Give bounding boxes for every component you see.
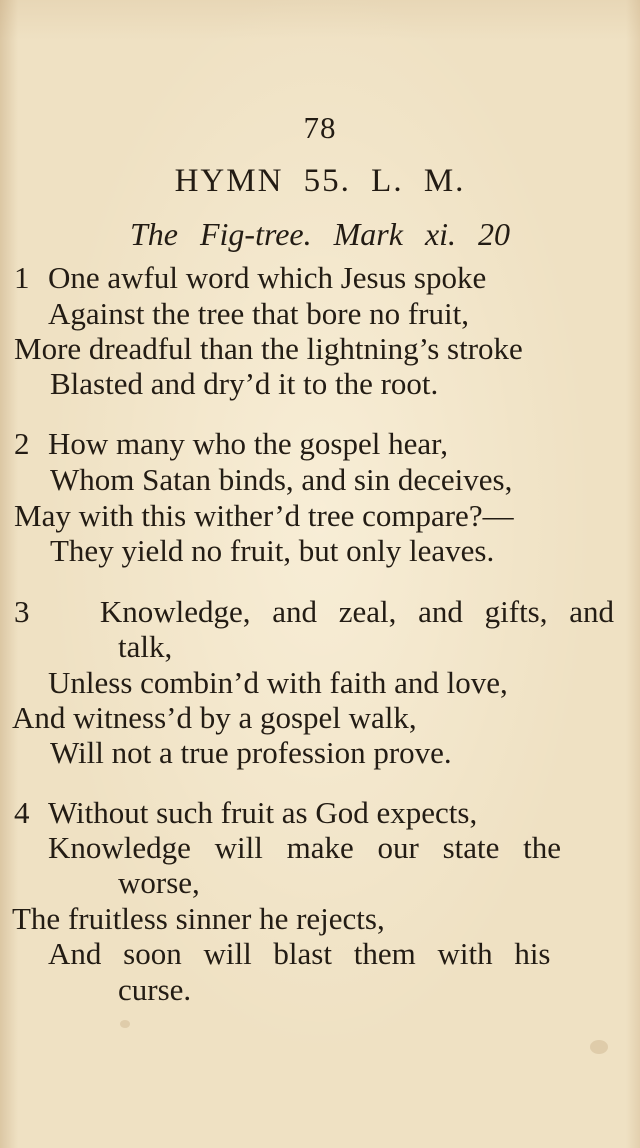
stanza-1-line-4: Blasted and dry’d it to the root. [50, 366, 439, 401]
stanza-2-line-4: They yield no fruit, but only leaves. [50, 533, 495, 568]
stanza-2-line-1 [14, 428, 448, 459]
stanza-1-line-1 [14, 262, 486, 293]
stanza-3-line-1 [14, 596, 614, 627]
stanza-4-line-4: And soon will blast them with his [48, 936, 551, 971]
verse-line: Without such fruit as God expects, [48, 795, 478, 830]
stanza-number: 1 [14, 260, 30, 295]
stanza-4-line-2: Knowledge will make our state the [48, 830, 562, 865]
paper-stain [120, 1020, 130, 1028]
paper-stain [590, 1040, 608, 1054]
stanza-3-line-2: Unless combin’d with faith and love, [48, 665, 508, 700]
verse-line: Knowledge, and zeal, and gifts, and [99, 594, 614, 629]
hymn-subtitle: The Fig-tree. Mark xi. 20 [129, 216, 511, 252]
stanza-number: 2 [14, 426, 30, 461]
stanza-3-line-1-cont: talk, [118, 629, 173, 664]
verse-line: One awful word which Jesus spoke [48, 260, 487, 295]
stanza-1-line-2: Against the tree that bore no fruit, [48, 296, 469, 331]
stanza-4-line-3: The fruitless sinner he rejects, [12, 901, 385, 936]
page-number: 78 [303, 110, 337, 145]
stanza-4-line-4-cont: curse. [118, 972, 192, 1007]
stanza-number: 4 [14, 795, 30, 830]
stanza-2-line-2: Whom Satan binds, and sin deceives, [50, 462, 513, 497]
stanza-number: 3 [14, 594, 30, 629]
stanza-2-line-3: May with this wither’d tree compare?— [14, 498, 514, 533]
verse-line: How many who the gospel hear, [48, 426, 448, 461]
hymn-title: HYMN 55. L. M. [174, 163, 466, 199]
stanza-3-line-3: And witness’d by a gospel walk, [12, 700, 417, 735]
stanza-3-line-4: Will not a true profession prove. [50, 735, 452, 770]
stanza-4-line-1 [14, 797, 477, 828]
stanza-4-line-2-cont: worse, [118, 865, 200, 900]
stanza-1-line-3: More dreadful than the lightning’s stroke [14, 331, 523, 366]
